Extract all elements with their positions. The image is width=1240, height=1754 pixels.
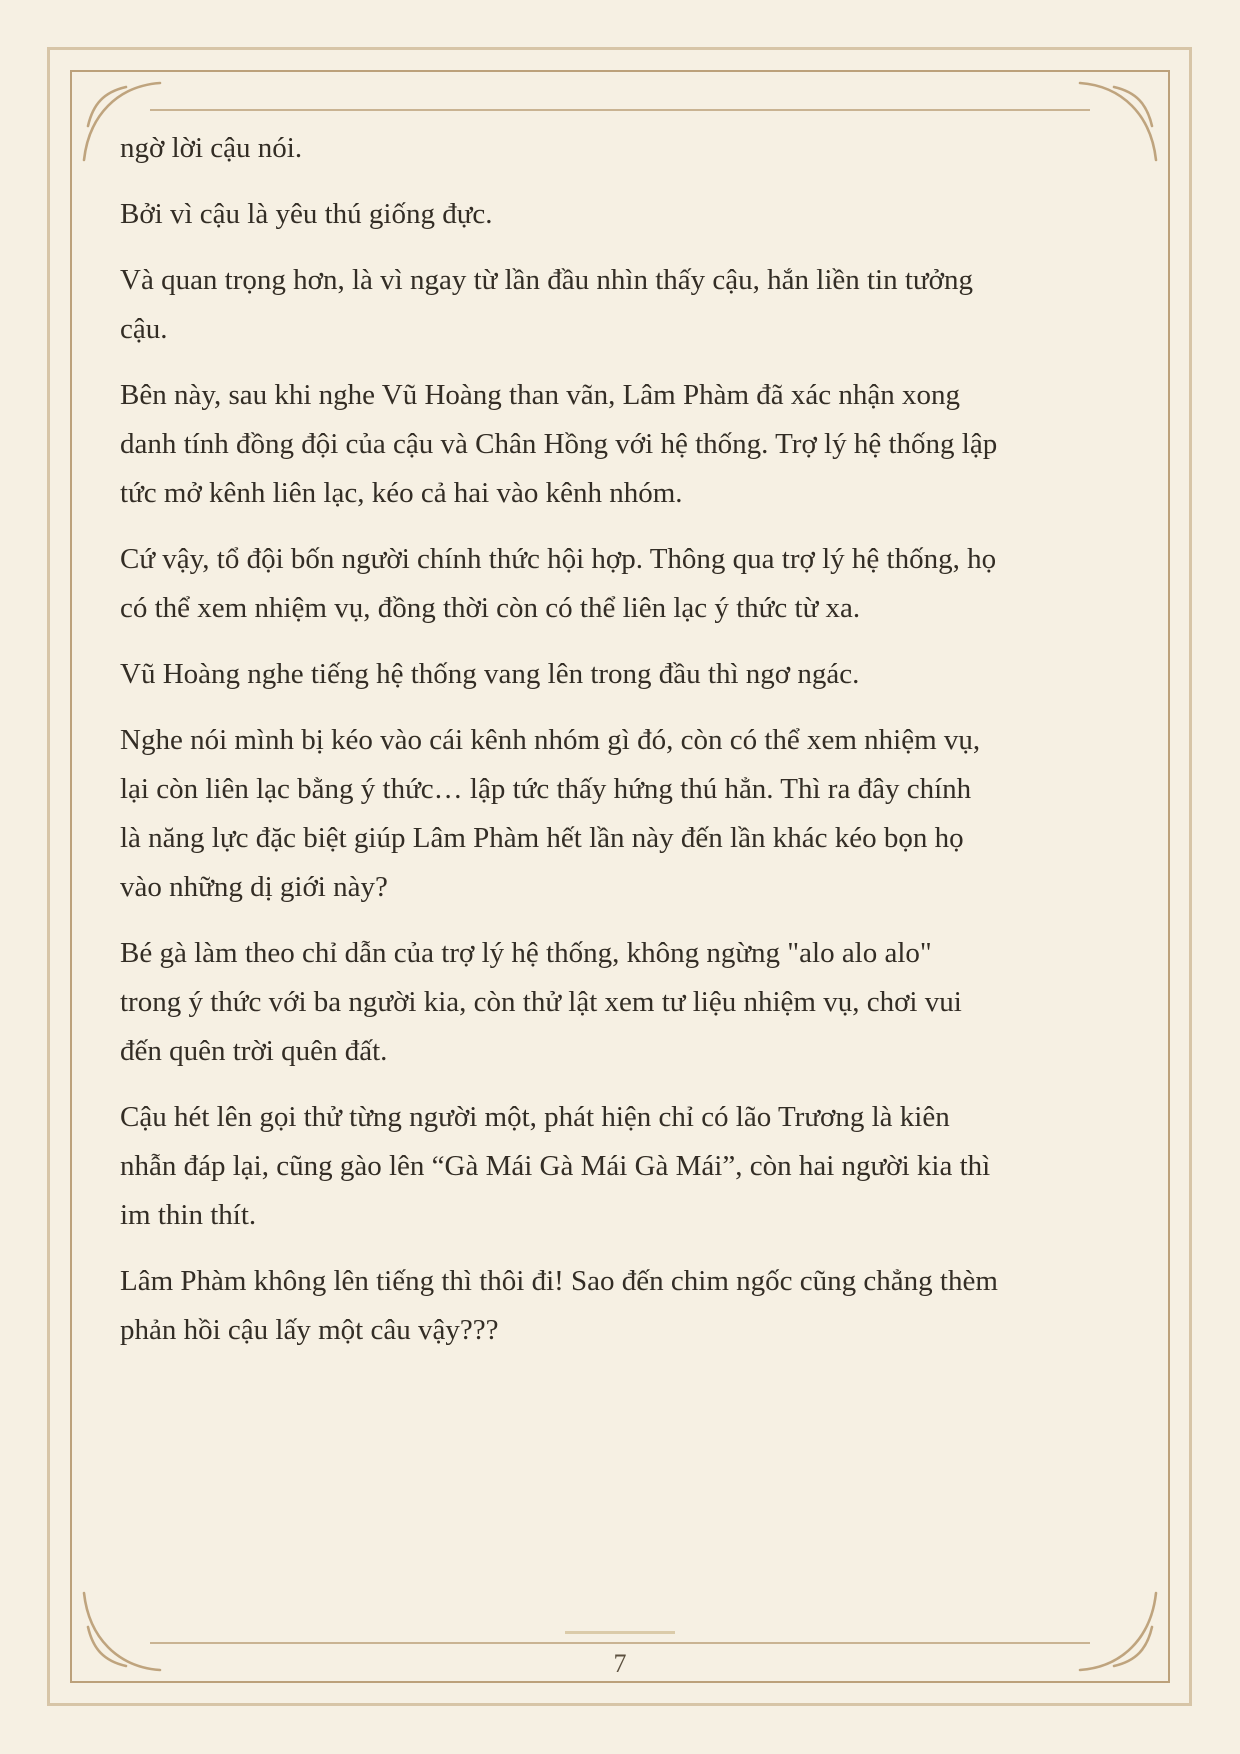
- text-line: vào những dị giới này?: [120, 871, 388, 903]
- text-column: [120, 124, 1125, 1372]
- text-line: im thin thít.: [120, 1199, 257, 1231]
- paragraph: [120, 1093, 1125, 1240]
- header-rule: [150, 109, 1090, 111]
- text-line: tức mở kênh liên lạc, kéo cả hai vào kênh nhóm.: [120, 477, 683, 509]
- paragraph: [120, 190, 1125, 239]
- page-number: 7: [613, 1649, 627, 1678]
- text-line: Nghe nói mình bị kéo vào cái kênh nhóm gì đó, còn có thể xem nhiệm vụ,: [120, 724, 981, 756]
- paragraph: [120, 256, 1125, 354]
- footer-rule: [150, 1642, 1090, 1644]
- text-line: ngờ lời cậu nói.: [120, 132, 303, 164]
- paragraph: [120, 1257, 1125, 1355]
- text-line: là năng lực đặc biệt giúp Lâm Phàm hết lần này đến lần khác kéo bọn họ: [120, 822, 964, 854]
- text-line: lại còn liên lạc bằng ý thức… lập tức thấy hứng thú hẳn. Thì ra đây chính: [120, 773, 972, 805]
- text-line: nhẫn đáp lại, cũng gào lên “Gà Mái Gà Mái Gà Mái”, còn hai người kia thì: [120, 1150, 991, 1182]
- text-line: danh tính đồng đội của cậu và Chân Hồng với hệ thống. Trợ lý hệ thống lập: [120, 428, 998, 460]
- paragraph: [120, 716, 1125, 912]
- text-line: có thể xem nhiệm vụ, đồng thời còn có thể liên lạc ý thức từ xa.: [120, 592, 861, 624]
- text-line: Và quan trọng hơn, là vì ngay từ lần đầu nhìn thấy cậu, hắn liền tin tưởng: [120, 264, 973, 296]
- text-line: Bên này, sau khi nghe Vũ Hoàng than vãn, Lâm Phàm đã xác nhận xong: [120, 379, 961, 411]
- text-line: Lâm Phàm không lên tiếng thì thôi đi! Sao đến chim ngốc cũng chẳng thèm: [120, 1265, 998, 1297]
- text-line: cậu.: [120, 313, 168, 345]
- paragraph: [120, 929, 1125, 1076]
- text-line: phản hồi cậu lấy một câu vậy???: [120, 1314, 499, 1346]
- text-line: Cứ vậy, tổ đội bốn người chính thức hội hợp. Thông qua trợ lý hệ thống, họ: [120, 543, 997, 575]
- text-line: Cậu hét lên gọi thử từng người một, phát hiện chỉ có lão Trương là kiên: [120, 1101, 950, 1133]
- text-line: Vũ Hoàng nghe tiếng hệ thống vang lên trong đầu thì ngơ ngác.: [120, 658, 860, 690]
- text-line: Bé gà làm theo chỉ dẫn của trợ lý hệ thống, không ngừng "alo alo alo": [120, 937, 932, 969]
- text-line: trong ý thức với ba người kia, còn thử lật xem tư liệu nhiệm vụ, chơi vui: [120, 986, 962, 1018]
- text-line: đến quên trời quên đất.: [120, 1035, 388, 1067]
- paragraph: [120, 535, 1125, 633]
- paragraph: [120, 371, 1125, 518]
- paragraph: [120, 650, 1125, 699]
- footer-accent-rule: [565, 1631, 675, 1634]
- paragraph: [120, 124, 1125, 173]
- text-line: Bởi vì cậu là yêu thú giống đực.: [120, 198, 493, 230]
